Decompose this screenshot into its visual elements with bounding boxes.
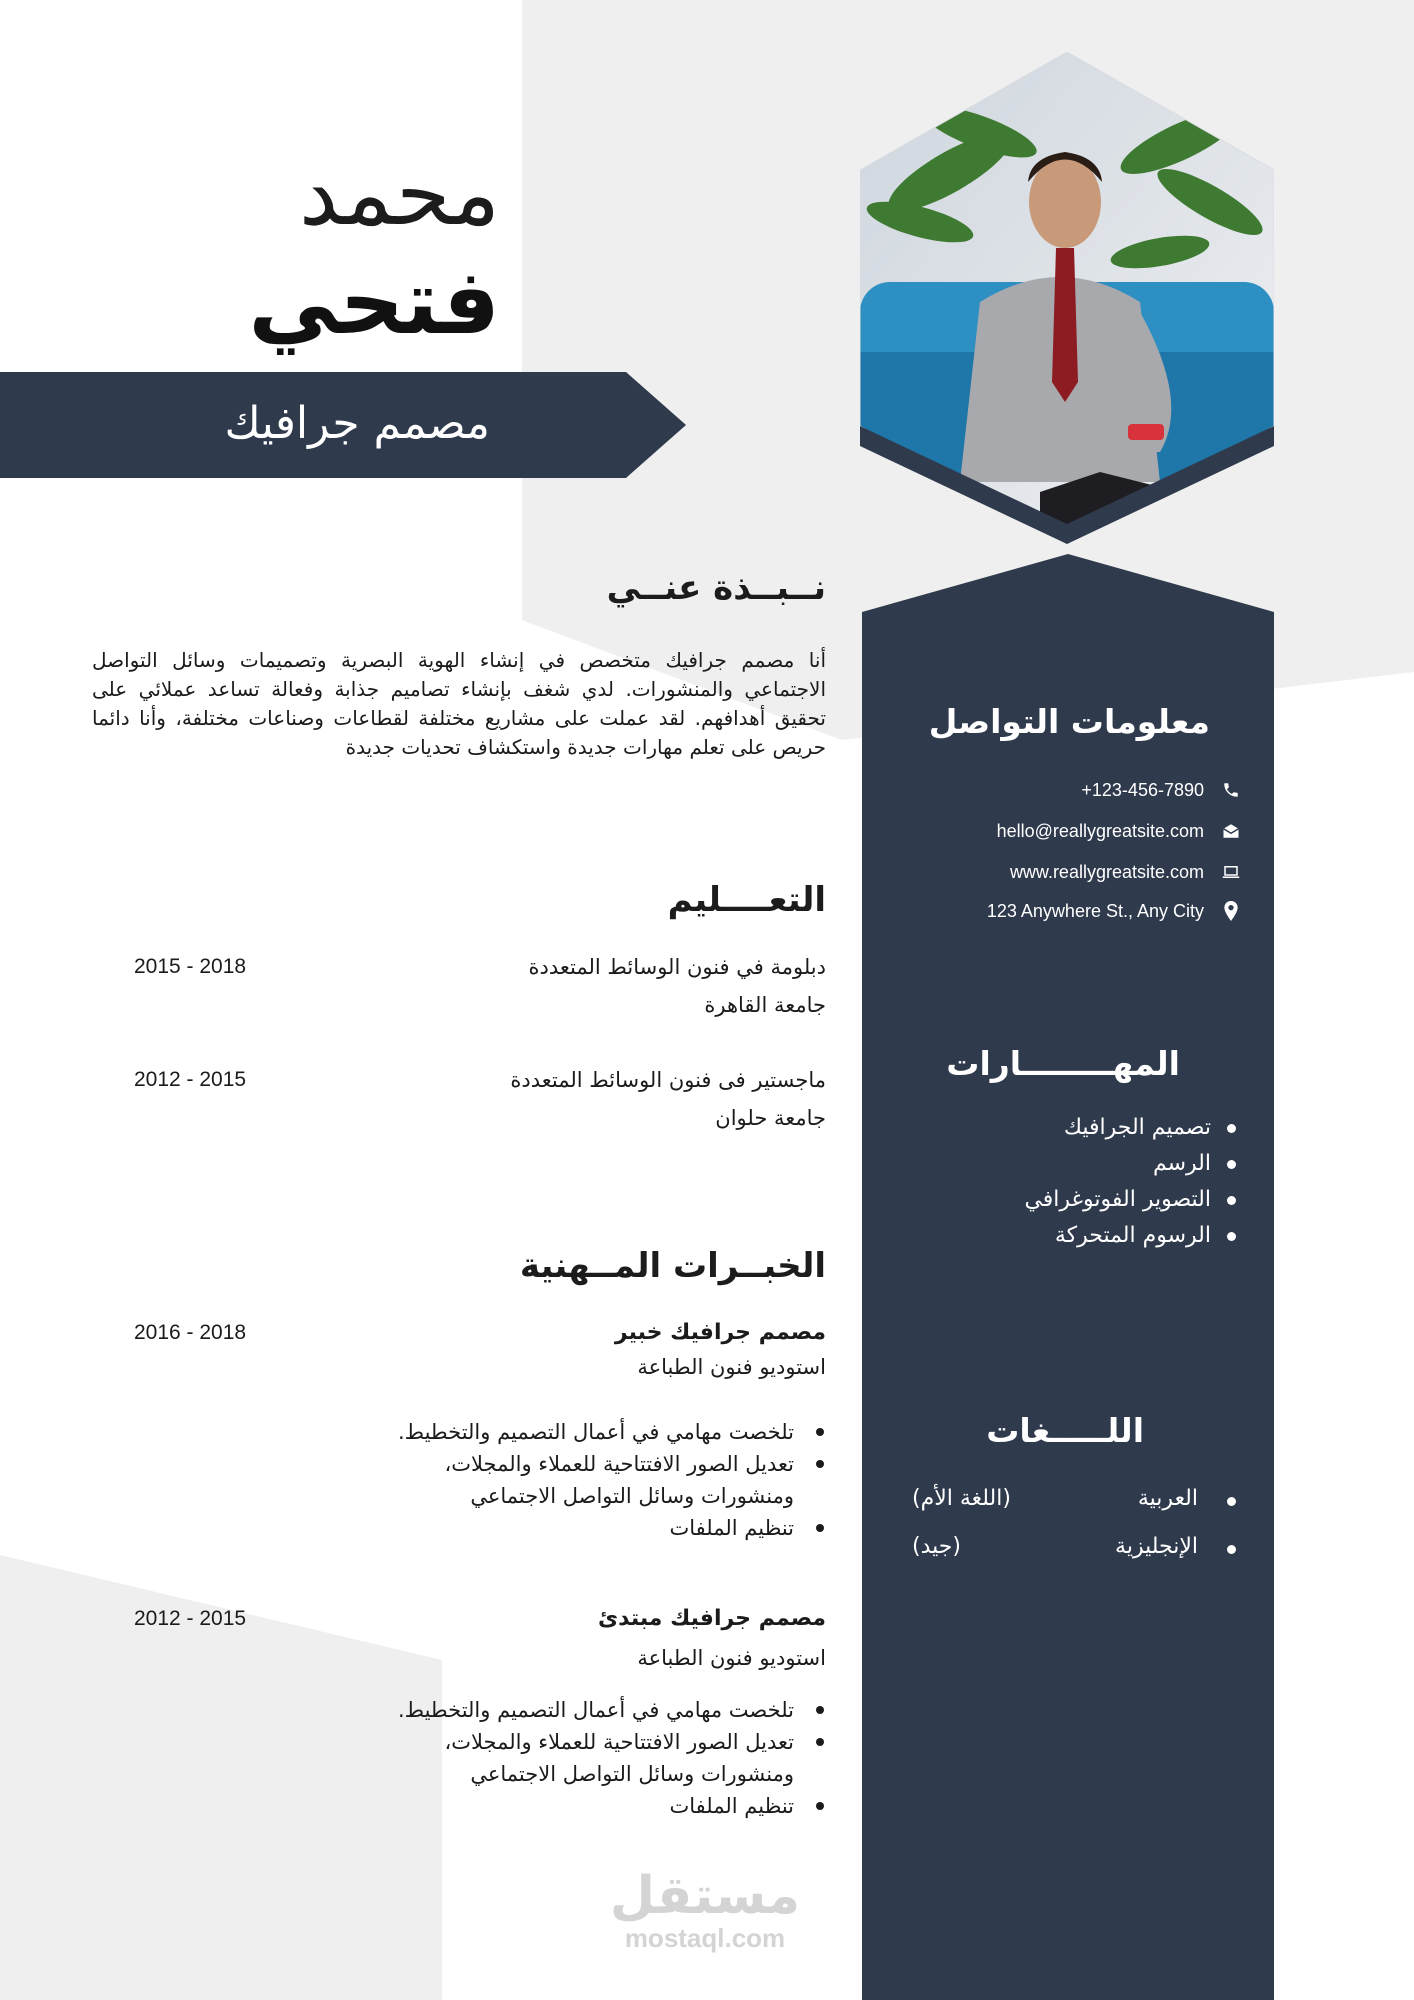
list-item: تعديل الصور الافتتاحية للعملاء والمجلات، — [300, 1448, 826, 1480]
language-row — [900, 1482, 1236, 1522]
watermark-arabic: مستقل — [609, 1866, 801, 1926]
language-level: (اللغة الأم) — [912, 1486, 1011, 1511]
website-text[interactable]: www.reallygreatsite.com — [1009, 861, 1204, 882]
list-item: تلخصت مهامي في أعمال التصميم والتخطيط. — [300, 1694, 826, 1726]
mail-icon — [1220, 820, 1242, 842]
education-heading: التعــــليم — [667, 880, 826, 920]
education-degree: دبلومة في فنون الوسائط المتعددة — [528, 955, 826, 979]
education-years: 2015 - 2018 — [134, 955, 247, 978]
list-item: التصوير الفوتوغرافي — [880, 1182, 1236, 1218]
list-item: الرسم — [880, 1146, 1236, 1182]
languages-heading: اللـــــغات — [986, 1411, 1144, 1450]
skills-list — [880, 1110, 1236, 1254]
education-school: جامعة القاهرة — [704, 993, 826, 1017]
list-item: تنظيم الملفات — [300, 1512, 826, 1544]
language-name: الإنجليزية — [1115, 1534, 1198, 1559]
language-name: العربية — [1137, 1486, 1198, 1511]
about-heading: نــبــذة عنــي — [606, 568, 826, 608]
list-item: تلخصت مهامي في أعمال التصميم والتخطيط. — [300, 1416, 826, 1448]
experience-years: 2012 - 2015 — [134, 1607, 247, 1630]
language-row — [900, 1530, 1236, 1570]
sidebar-panel — [862, 554, 1274, 2000]
skills-heading: المهــــــــارات — [946, 1044, 1180, 1083]
list-item: تنظيم الملفات — [300, 1790, 826, 1822]
address-text: 123 Anywhere St., Any City — [986, 900, 1204, 921]
language-level: (جيد) — [912, 1534, 961, 1559]
location-pin-icon — [1220, 900, 1242, 922]
company-name: استوديو فنون الطباعة — [637, 1646, 826, 1670]
watermark-latin: mostaql.com — [624, 1923, 786, 1953]
contact-address — [880, 896, 1242, 926]
about-text: أنا مصمم جرافيك متخصص في إنشاء الهوية البصرية وتصميمات وسائل التواصل الاجتماعي والمنشورات. لدي شغف بإنشاء تصاميم جذابة وفعالة تساعد عملائي على تحقيق أهدافهم. لقد عملت على مشاريع مختلفة لقطاعات وصناعات مختلفة، وأنا دائما حريص على تعلم مهارات جديدة واستكشاف تحديات جديدة — [92, 648, 826, 759]
contact-website[interactable] — [880, 857, 1242, 887]
company-name: استوديو فنون الطباعة — [637, 1355, 826, 1379]
education-school: جامعة حلوان — [715, 1106, 826, 1130]
experience-years: 2016 - 2018 — [134, 1321, 247, 1344]
education-years: 2012 - 2015 — [134, 1068, 247, 1091]
phone-icon — [1220, 779, 1242, 801]
laptop-icon — [1220, 861, 1242, 883]
list-item: الرسوم المتحركة — [880, 1218, 1236, 1254]
list-item: ومنشورات وسائل التواصل الاجتماعي — [470, 1762, 794, 1786]
contact-email[interactable] — [880, 816, 1242, 846]
watermark — [600, 1868, 810, 1952]
experience-bullets — [300, 1416, 826, 1544]
last-name: فتحي — [248, 250, 500, 355]
first-name: محمد — [298, 142, 500, 245]
phone-text: +123-456-7890 — [1081, 779, 1204, 800]
list-item: تعديل الصور الافتتاحية للعملاء والمجلات، — [300, 1726, 826, 1758]
contact-phone — [880, 775, 1242, 805]
job-title: مصمم جرافيك — [224, 398, 490, 449]
list-item: تصميم الجرافيك — [880, 1110, 1236, 1146]
profile-photo — [860, 52, 1274, 544]
experience-bullets — [300, 1694, 826, 1822]
job-title-entry: مصمم جرافيك خبير — [614, 1320, 826, 1345]
contact-heading: معلومات التواصل — [928, 702, 1210, 741]
email-text[interactable]: hello@reallygreatsite.com — [996, 820, 1204, 841]
education-degree: ماجستير فى فنون الوسائط المتعددة — [510, 1068, 826, 1092]
job-title-entry: مصمم جرافيك مبتدئ — [597, 1606, 826, 1631]
list-item: ومنشورات وسائل التواصل الاجتماعي — [470, 1484, 794, 1508]
experience-heading: الخبــرات المــهنية — [519, 1246, 826, 1286]
